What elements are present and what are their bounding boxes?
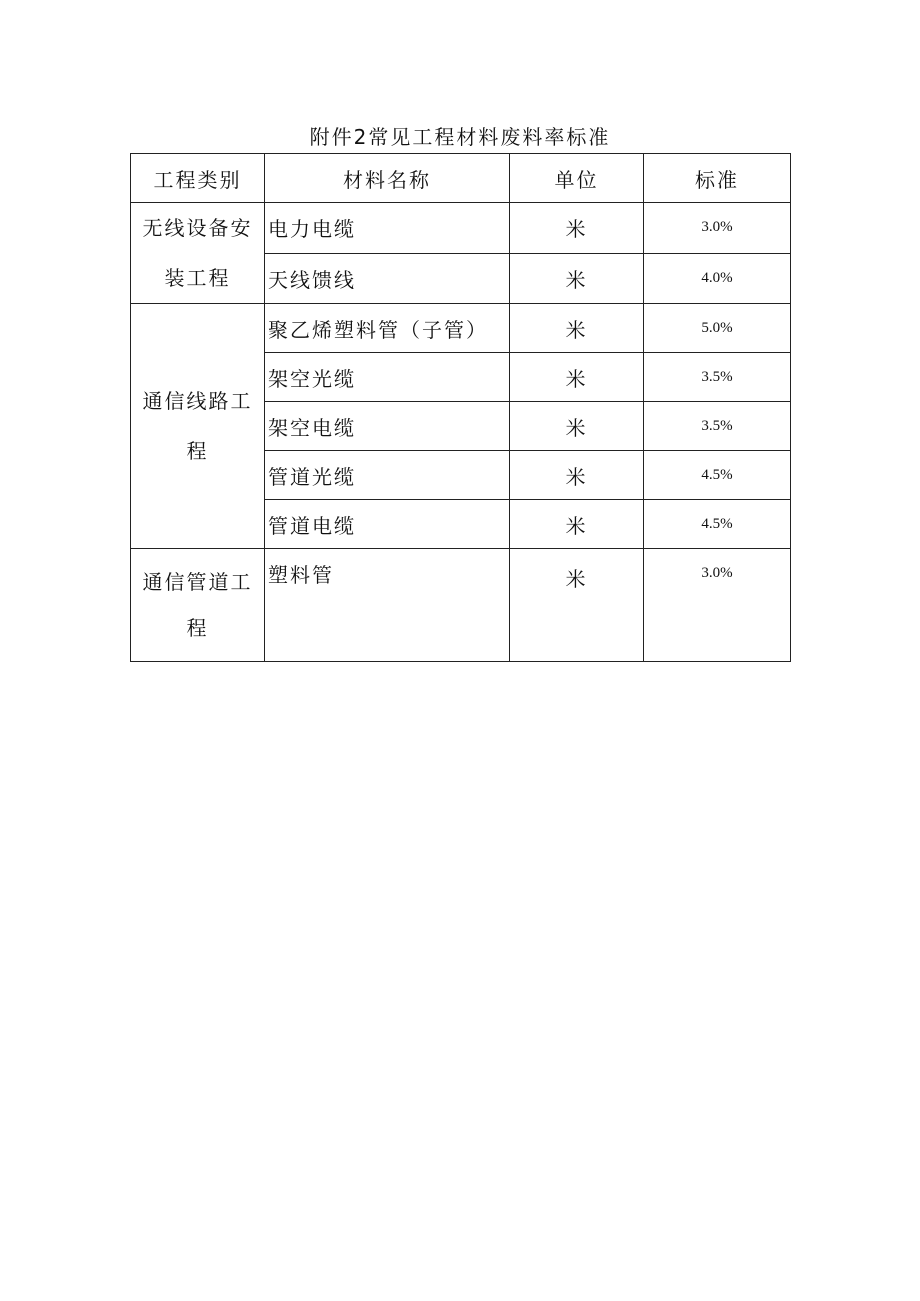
material-cell: 塑料管	[265, 549, 510, 662]
header-unit: 单位	[510, 154, 644, 203]
material-cell: 架空电缆	[265, 402, 510, 451]
waste-rate-table	[130, 153, 791, 662]
unit-cell: 米	[510, 451, 644, 500]
table-header-row	[131, 154, 791, 203]
material-cell: 管道光缆	[265, 451, 510, 500]
standard-cell: 3.0%	[644, 203, 791, 254]
unit-cell: 米	[510, 304, 644, 353]
standard-cell: 4.5%	[644, 451, 791, 500]
table-row	[131, 304, 791, 353]
header-standard: 标准	[644, 154, 791, 203]
unit-cell: 米	[510, 402, 644, 451]
unit-cell: 米	[510, 500, 644, 549]
standard-cell: 4.5%	[644, 500, 791, 549]
table-row	[131, 203, 791, 254]
standard-cell: 3.5%	[644, 353, 791, 402]
material-cell: 聚乙烯塑料管（子管）	[265, 304, 510, 353]
unit-cell: 米	[510, 253, 644, 304]
unit-cell: 米	[510, 353, 644, 402]
standard-cell: 5.0%	[644, 304, 791, 353]
category-cell: 通信管道工程	[131, 549, 265, 662]
document-title: 附件2常见工程材料废料率标准	[309, 125, 611, 149]
header-material: 材料名称	[265, 154, 510, 203]
material-cell: 电力电缆	[265, 203, 510, 254]
unit-cell: 米	[510, 549, 644, 662]
standard-cell: 4.0%	[644, 253, 791, 304]
category-cell: 通信线路工程	[131, 304, 265, 549]
material-cell: 架空光缆	[265, 353, 510, 402]
table-row	[131, 549, 791, 662]
unit-cell: 米	[510, 203, 644, 254]
category-cell: 无线设备安装工程	[131, 203, 265, 304]
material-cell: 管道电缆	[265, 500, 510, 549]
header-category: 工程类别	[131, 154, 265, 203]
standard-cell: 3.5%	[644, 402, 791, 451]
material-cell: 天线馈线	[265, 253, 510, 304]
standard-cell: 3.0%	[644, 549, 791, 662]
